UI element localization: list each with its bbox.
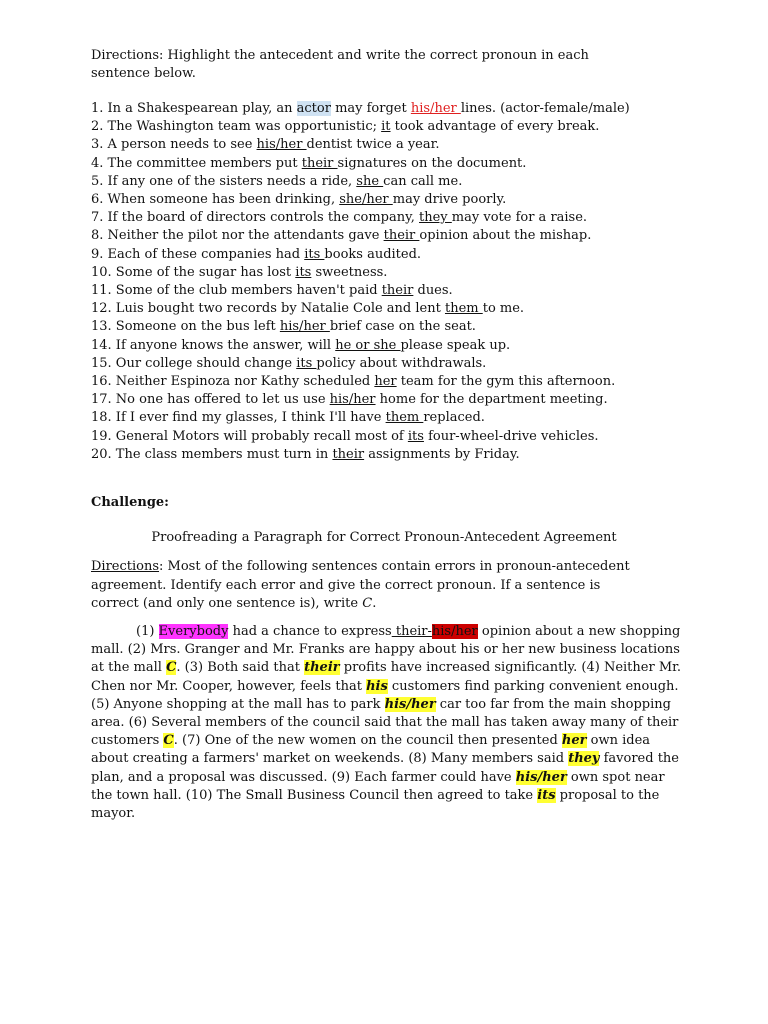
list-item: 2. The Washington team was opportunistic; it took advantage of every break. (91, 119, 600, 135)
pronoun-highlight: his/her (515, 769, 567, 785)
pronoun-answer: them (444, 301, 483, 317)
pronoun-answer: its (296, 355, 317, 371)
list-item: 12. Luis bought two records by Natalie Cole and lent them to me. (91, 301, 525, 317)
error-pronoun: their- (391, 624, 432, 639)
list-item: 15. Our college should change its policy about withdrawals. (91, 355, 487, 371)
pronoun-highlight: their (304, 660, 340, 676)
pronoun-answer: it (381, 119, 391, 135)
pronoun-answer: his/her (410, 101, 461, 116)
pronoun-answer: them (385, 410, 424, 426)
pronoun-highlight: they (568, 751, 600, 767)
pronoun-answer: their (332, 446, 365, 462)
list-item: 17. No one has offered to let us use his/her home for the department meeting. (91, 392, 608, 408)
list-item: 18. If I ever find my glasses, I think I'll have them replaced. (91, 410, 485, 426)
list-item: 16. Neither Espinoza nor Kathy scheduled her team for the gym this afternoon. (91, 374, 616, 390)
pronoun-highlight: his (366, 678, 388, 694)
proofreading-paragraph: (1) Everybody had a chance to express their-his/her opinion about a new shopping mall. (2) Mrs. Granger and Mr. Franks are happy about his or her new business locations at the mall C. (3) Both said that their profits have increased significantly. (4) Neither Mr. Chen nor Mr. Cooper, however, feels that his customers find parking convenient enough. (5) Anyone shopping at the mall has to park his/her car too far from the main shopping area. (6) Several members of the council said that the mall has taken away many of their customers C. (7) One of the new women on the council then presented her own idea about creating a farmers' market on weekends. (8) Many members said they favored the plan, and a proposal was discussed. (9) Each farmer could have his/her own spot near the town hall. (10) The Small Business Council then agreed to take its proposal to the mayor. (91, 624, 682, 822)
pronoun-highlight: its (537, 787, 556, 803)
challenge-title: Proofreading a Paragraph for Correct Pronoun-Antecedent Agreement (151, 530, 617, 545)
list-item: 3. A person needs to see his/her dentist twice a year. (91, 137, 440, 153)
pronoun-answer: its (407, 428, 424, 444)
correct-mark: C (362, 596, 373, 611)
pronoun-answer: his/her (329, 392, 376, 408)
pronoun-answer: its (295, 264, 312, 280)
list-item: 11. Some of the club members haven't paid their dues. (91, 283, 453, 299)
list-item: 8. Neither the pilot nor the attendants gave their opinion about the mishap. (91, 228, 592, 244)
correct-mark: C (166, 660, 177, 676)
antecedent-highlight: actor (296, 101, 331, 116)
directions-text: Directions: Highlight the antecedent and write the correct pronoun in each sentence below. (91, 48, 589, 81)
pronoun-answer: his/her (256, 137, 307, 153)
list-item: 19. General Motors will probably recall most of its four-wheel-drive vehicles. (91, 428, 599, 444)
list-item: 20. The class members must turn in their assignments by Friday. (91, 446, 520, 462)
correction-highlight: his/her (431, 624, 478, 639)
list-item: 6. When someone has been drinking, she/her may drive poorly. (91, 192, 507, 208)
list-item: 9. Each of these companies had its books audited. (91, 246, 422, 262)
list-item: 4. The committee members put their signatures on the document. (91, 155, 527, 171)
pronoun-answer: his/her (279, 319, 330, 335)
correct-mark: C (163, 733, 174, 749)
list-item: 5. If any one of the sisters needs a ride, she can call me. (91, 173, 463, 189)
list-item: 10. Some of the sugar has lost its sweetness. (91, 264, 388, 280)
pronoun-answer: its (304, 246, 325, 262)
challenge-heading: Challenge: (91, 495, 169, 510)
pronoun-answer: her (374, 374, 397, 390)
antecedent-highlight: Everybody (158, 624, 229, 639)
pronoun-answer: she (356, 173, 384, 189)
sentence-list (91, 100, 711, 464)
list-item: 1. In a Shakespearean play, an actor may forget his/her lines. (actor-female/male) (91, 101, 630, 116)
list-item: 14. If anyone knows the answer, will he or she please speak up. (91, 337, 511, 353)
list-item: 13. Someone on the bus left his/her brief case on the seat. (91, 319, 476, 335)
pronoun-answer: he or she (335, 337, 401, 353)
pronoun-answer: their (301, 155, 338, 171)
pronoun-answer: their (381, 283, 414, 299)
pronoun-highlight: his/her (384, 696, 436, 712)
challenge-directions: Directions: Most of the following sentences contain errors in pronoun-antecedent agreement. Identify each error and give the correct pronoun. If a sentence is correct (and only one sentence is), write C. (91, 559, 630, 611)
pronoun-answer: they (419, 210, 452, 226)
directions-label: Directions (91, 559, 160, 574)
pronoun-answer: she/her (339, 192, 393, 208)
pronoun-answer: their (383, 228, 420, 244)
pronoun-highlight: her (561, 733, 587, 749)
list-item: 7. If the board of directors controls the company, they may vote for a raise. (91, 210, 588, 226)
